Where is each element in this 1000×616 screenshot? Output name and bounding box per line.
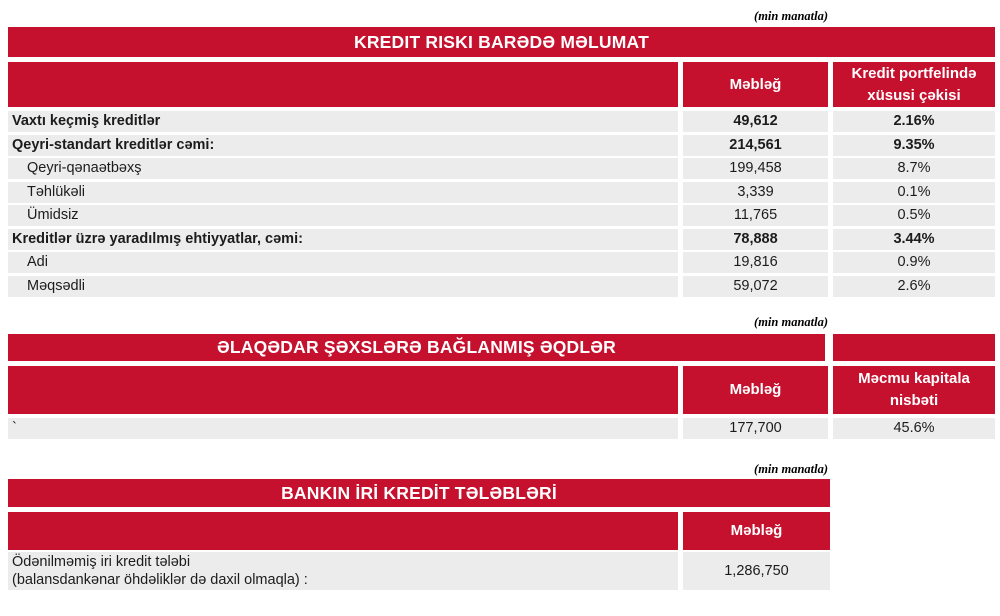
- related-party-table-title: [8, 334, 825, 361]
- large-credit-table-body: [8, 552, 995, 593]
- amount-cell: 214,561: [683, 135, 828, 156]
- table-row: [8, 111, 995, 132]
- share-cell: 9.35%: [833, 135, 995, 156]
- header-spacer-cell: [8, 62, 678, 107]
- table-title-text: ƏLAQƏDAR ŞƏXSLƏRƏ BAĞLANMIŞ ƏQDLƏR: [216, 337, 617, 357]
- table-row: [8, 229, 995, 250]
- related-party-title-spacer-cell: [833, 334, 995, 361]
- ratio-cell: 45.6%: [833, 418, 995, 439]
- table-title-text: KREDIT RISKI BARƏDƏ MƏLUMAT: [354, 31, 649, 52]
- table-row: [8, 252, 995, 273]
- large-credit-table-title: [8, 479, 830, 507]
- row-label: Təhlükəli: [8, 182, 678, 203]
- table-row: [8, 418, 995, 439]
- table-row: [8, 182, 995, 203]
- table-row: [8, 135, 995, 156]
- related-party-header-row: [8, 366, 995, 414]
- amount-cell: 19,816: [683, 252, 828, 273]
- row-label: Adi: [8, 252, 678, 273]
- table-row: [8, 205, 995, 226]
- row-label: Qeyri-qənaətbəxş: [8, 158, 678, 179]
- amount-cell: 49,612: [683, 111, 828, 132]
- amount-column-header: Məbləğ: [683, 62, 828, 107]
- share-cell: 0.5%: [833, 205, 995, 226]
- share-cell: 3.44%: [833, 229, 995, 250]
- share-cell: 2.6%: [833, 276, 995, 297]
- unit-note-related-party: (min manatla): [754, 315, 828, 329]
- amount-column-header: Məbləğ: [683, 366, 828, 414]
- amount-cell: 1,286,750: [683, 552, 830, 590]
- unit-note-credit-risk: (min manatla): [754, 9, 828, 23]
- table-row: [8, 552, 995, 590]
- amount-cell: 3,339: [683, 182, 828, 203]
- share-cell: 0.1%: [833, 182, 995, 203]
- credit-risk-table-title: [8, 27, 995, 57]
- header-spacer-cell: [8, 366, 678, 414]
- table-row: [8, 276, 995, 297]
- share-cell: 2.16%: [833, 111, 995, 132]
- capital-ratio-column-header: Məcmu kapitala nisbəti: [833, 366, 995, 414]
- row-label: Vaxtı keçmiş kreditlər: [8, 111, 678, 132]
- amount-cell: 59,072: [683, 276, 828, 297]
- table-row: [8, 158, 995, 179]
- portfolio-share-column-header: Kredit portfelində xüsusi çəkisi: [833, 62, 995, 107]
- row-label: Kreditlər üzrə yaradılmış ehtiyyatlar, cəmi:: [8, 229, 678, 250]
- table-title-text: BANKIN İRİ KREDİT TƏLƏBLƏRİ: [281, 482, 557, 503]
- amount-cell: 11,765: [683, 205, 828, 226]
- amount-cell: 199,458: [683, 158, 828, 179]
- related-party-table-body: [8, 418, 995, 442]
- row-label-line1: Ödənilməmiş iri kredit tələbi: [12, 554, 191, 570]
- row-label-line2: (balansdankənar öhdəliklər də daxil olmaqla) :: [12, 572, 308, 588]
- unit-note-large-credit: (min manatla): [754, 462, 828, 476]
- amount-cell: 78,888: [683, 229, 828, 250]
- header-spacer-cell: [8, 512, 678, 550]
- share-cell: 8.7%: [833, 158, 995, 179]
- credit-risk-table-body: [8, 111, 995, 299]
- row-label: Məqsədli: [8, 276, 678, 297]
- credit-risk-header-row: [8, 62, 995, 107]
- amount-cell: 177,700: [683, 418, 828, 439]
- amount-column-header: Məbləğ: [683, 512, 830, 550]
- row-label: Qeyri-standart kreditlər cəmi:: [8, 135, 678, 156]
- row-label: `: [8, 418, 678, 439]
- share-cell: 0.9%: [833, 252, 995, 273]
- row-label: [8, 552, 678, 590]
- row-label: Ümidsiz: [8, 205, 678, 226]
- large-credit-header-row: [8, 512, 995, 550]
